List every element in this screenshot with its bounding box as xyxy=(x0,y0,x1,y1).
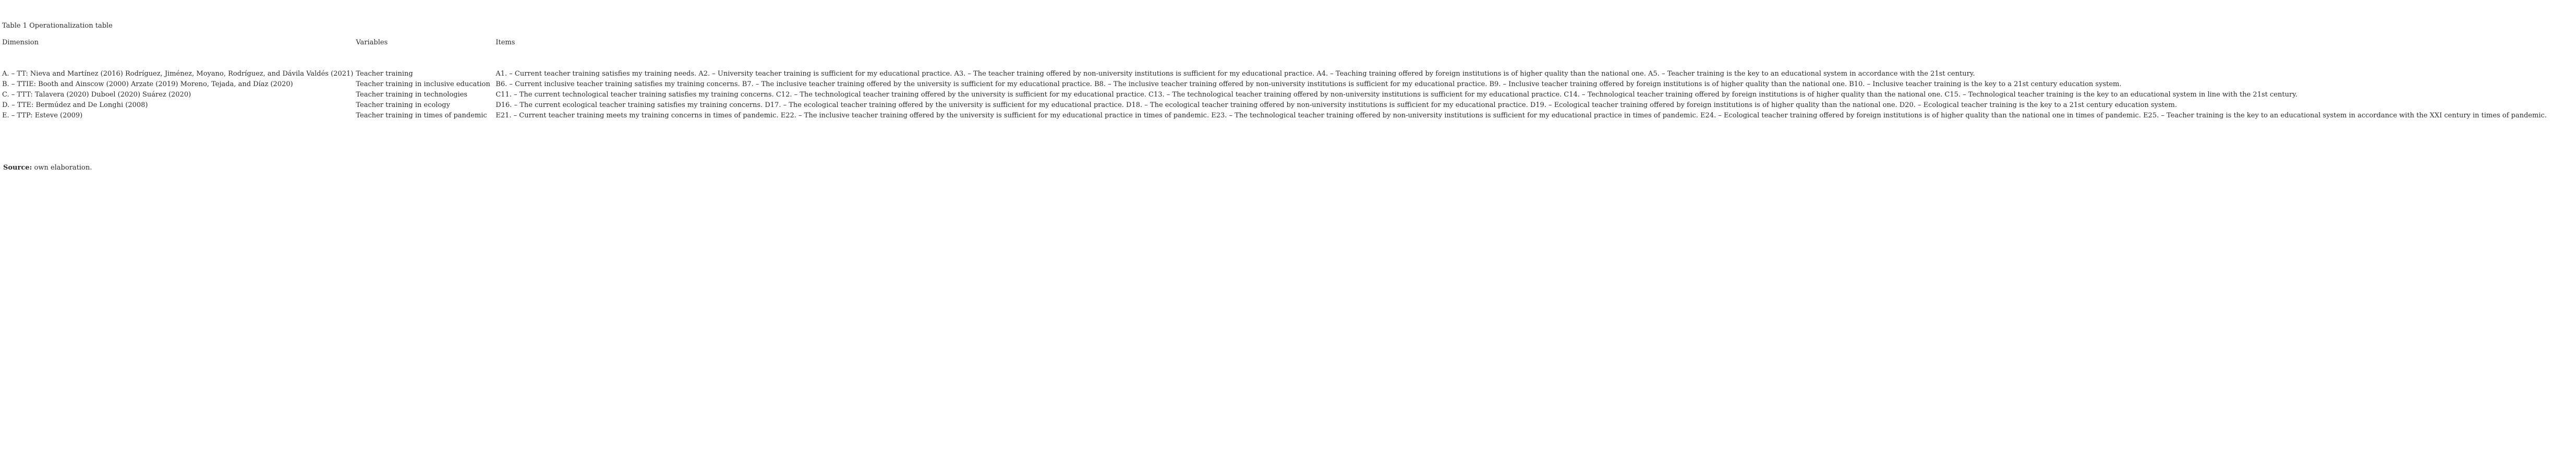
header-row xyxy=(1,38,2548,69)
table-row xyxy=(1,100,2548,111)
dimension-cell: E. – TTP: Esteve (2009) xyxy=(2,112,83,119)
dimension-cell: D. – TTE: Bermúdez and De Longhi (2008) xyxy=(2,101,148,109)
dimension-cell: B. – TTIE: Booth and Ainscow (2000) Arzate (2019) Moreno, Tejada, and Díaz (2020) xyxy=(2,80,293,88)
table-row xyxy=(1,69,2548,79)
operationalization-table xyxy=(1,38,2548,121)
header-variables: Variables xyxy=(356,39,388,46)
source-note xyxy=(3,164,92,172)
table-row xyxy=(1,111,2548,121)
items-cell: A1. – Current teacher training satisfies my training needs. A2. – University teacher training is sufficient for my educational practice. A3. – The teacher training offered by non-university institutions is sufficient for my educational practice. A4. – Teaching training offered by foreign institutions is of higher quality than the national one. A5. – Teacher training is the key to an educational system in accordance with the 21st century. xyxy=(495,70,1975,78)
items-cell: B6. – Current inclusive teacher training satisfies my training concerns. B7. – The inclusive teacher training offered by the university is sufficient for my educational practice. B8. – The inclusive teacher training offered by non-university institutions is sufficient for my educational practice. B9. – Inclusive teacher training offered by foreign institutions is of higher quality than the national one. B10. – Inclusive teacher training is the key to a 21st century education system. xyxy=(495,80,2122,88)
table-row xyxy=(1,90,2548,100)
header-items: Items xyxy=(495,39,515,46)
variable-cell: Teacher training in inclusive education xyxy=(356,80,490,88)
items-cell: D16. – The current ecological teacher training satisfies my training concerns. D17. – The ecological teacher training offered by the university is sufficient for my educational practice. D18. – The ecological teacher training offered by non-university institutions is sufficient for my educational practice. D19. – Ecological teacher training offered by foreign institutions is of higher quality than the national one. D20. – Ecological teacher training is the key to a 21st century education system. xyxy=(495,101,2177,109)
variable-cell: Teacher training in ecology xyxy=(356,101,450,109)
variable-cell: Teacher training xyxy=(356,70,413,78)
table-caption: Table 1 Operationalization table xyxy=(2,22,113,30)
source-text: own elaboration. xyxy=(32,164,92,172)
dimension-cell: A. – TT: Nieva and Martínez (2016) Rodríguez, Jiménez, Moyano, Rodríguez, and Dávila Valdés (2021) xyxy=(2,70,354,78)
dimension-cell: C. – TTT: Talavera (2020) Duboel (2020) Suárez (2020) xyxy=(2,91,191,99)
table-row xyxy=(1,79,2548,90)
items-cell: C11. – The current technological teacher training satisfies my training concerns. C12. – The technological teacher training offered by the university is sufficient for my educational practice. C13. – The technological teacher training offered by non-university institutions is sufficient for my educational practice. C14. – Technological teacher training offered by foreign institutions is of higher quality than the national one. C15. – Technological teacher training is the key to an educational system in line with the 21st century. xyxy=(495,91,2297,99)
header-dimension: Dimension xyxy=(2,39,39,46)
items-cell: E21. – Current teacher training meets my training concerns in times of pandemic. E22. – The inclusive teacher training offered by the university is sufficient for my educational practice in times of pandemic. E23. – The technological teacher training offered by non-university institutions is sufficient for my educational practice in times of pandemic. E24. – Ecological teacher training offered by foreign institutions is of higher quality than the national one in times of pandemic. E25. – Teacher training is the key to an educational system in accordance with the XXI century in times of pandemic. xyxy=(495,112,2547,119)
variable-cell: Teacher training in times of pandemic xyxy=(356,112,487,119)
source-label: Source: xyxy=(3,164,32,172)
variable-cell: Teacher training in technologies xyxy=(356,91,468,99)
